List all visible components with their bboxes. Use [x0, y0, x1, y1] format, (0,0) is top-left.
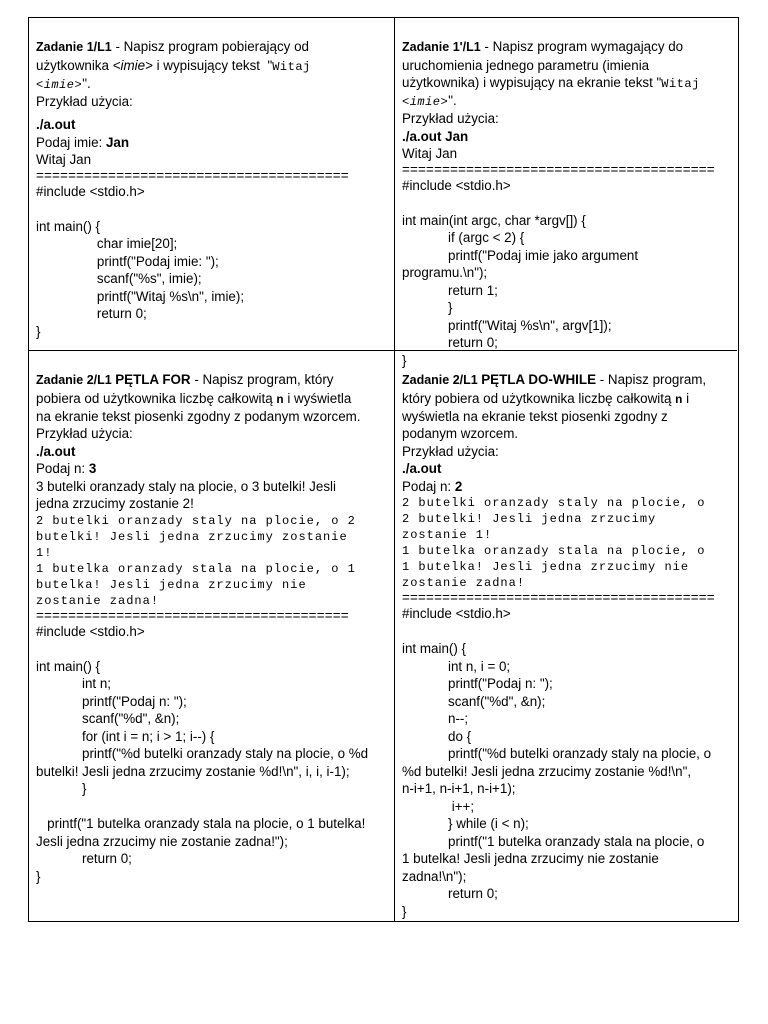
code-line: #include <stdio.h>: [402, 177, 511, 193]
task-1b-desc-line: [402, 74, 731, 92]
desc-text: i wyświetla: [283, 390, 352, 406]
code-line: printf("Witaj %s\n", argv[1]);: [448, 317, 612, 333]
desc-italic: <imie>: [112, 57, 153, 73]
code-line: if (argc < 2) {: [448, 230, 525, 245]
inline-code: n: [675, 392, 683, 407]
task-2b-title: Zadanie 2/L1: [402, 373, 482, 387]
separator: =======================================: [36, 167, 349, 183]
code-line: } while (i < n);: [448, 816, 529, 831]
dash: -: [111, 39, 124, 54]
usage-output-mono: 2 butelki oranzady staly na plocie, o 2 butelki! Jesli jedna zrzucimy zostanie 1!: [402, 496, 706, 542]
usage-output: Witaj Jan: [402, 146, 458, 161]
code-line: Jesli jedna zrzucimy nie zostanie zadna!");: [36, 833, 288, 849]
code-line: 1 butelka! Jesli jedna zrzucimy nie zostanie: [402, 851, 659, 866]
task-1-desc-line: [36, 57, 388, 75]
desc-text: użytkownika) i wypisujący na ekranie tekst ": [402, 75, 662, 90]
code-line: printf("1 butelka oranzady stala na plocie, o: [448, 833, 705, 849]
code-line: }: [402, 352, 407, 368]
usage-prompt: [402, 478, 731, 496]
inline-code: n: [276, 392, 284, 407]
usage-output: 3 butelki oranzady staly na plocie, o 3 butelki! Jesli: [36, 478, 336, 494]
code-line: scanf("%d", &n);: [448, 693, 546, 709]
task-2-desc: Napisz program, który: [202, 372, 334, 387]
prompt-input: Jan: [105, 134, 130, 150]
code-line: printf("Podaj imie jako argument: [448, 247, 639, 263]
usage-label: Przykład użycia:: [36, 93, 133, 109]
code-line: scanf("%d", &n);: [82, 711, 180, 726]
code-line: scanf("%s", imie);: [82, 271, 202, 286]
code-line: }: [82, 781, 87, 796]
usage-label: Przykład użycia:: [36, 426, 133, 441]
task-2b-desc-line: wyświetla na ekranie tekst piosenki zgodny z: [402, 408, 668, 424]
inline-code: <imie>: [36, 77, 83, 92]
task-2-subtitle: PĘTLA FOR: [115, 372, 191, 387]
task-2b-desc-line: [402, 390, 731, 408]
task-1-cell: [29, 18, 395, 351]
task-1b-title: Zadanie 1'/L1: [402, 40, 481, 54]
task-1b-desc-line: [402, 92, 731, 110]
usage-command: ./a.out: [36, 117, 76, 132]
task-1-desc-line: [36, 75, 388, 93]
code-line: %d butelki! Jesli jedna zrzucimy zostanie %d!\n",: [402, 763, 692, 779]
task-1-title: Zadanie 1/L1: [36, 40, 112, 54]
task-2b-desc: Napisz program,: [607, 372, 707, 387]
task-1-desc: Napisz program pobierający od: [123, 39, 309, 54]
desc-text: użytkownika: [36, 57, 113, 73]
desc-text: ".: [82, 75, 91, 91]
prompt-text: Podaj n:: [36, 461, 89, 476]
code-line: printf("Witaj %s\n", imie);: [82, 288, 245, 304]
task-1b-desc: Napisz program wymagający do: [492, 39, 684, 54]
code-line: butelki! Jesli jedna zrzucimy zostanie %d!\n", i, i, i-1);: [36, 763, 350, 779]
code-line: }: [448, 300, 453, 315]
code-line: do {: [448, 728, 472, 744]
task-2-header: [36, 371, 388, 390]
code-line: #include <stdio.h>: [36, 623, 145, 639]
usage-output: Witaj Jan: [36, 152, 92, 167]
code-line: printf("%d butelki oranzady staly na plocie, o: [448, 746, 712, 761]
desc-text: i wypisujący tekst ": [152, 57, 273, 73]
code-line: for (int i = n; i > 1; i--) {: [82, 728, 215, 744]
usage-command: ./a.out Jan: [402, 128, 469, 144]
task-2b-cell: [395, 351, 737, 921]
dash: -: [190, 372, 203, 387]
task-1b-cell: [395, 18, 737, 368]
task-2-title: Zadanie 2/L1: [36, 373, 116, 387]
task-2b-desc-line: podanym wzorcem.: [402, 426, 519, 441]
usage-label: Przykład użycia:: [402, 443, 499, 459]
dash: -: [596, 372, 608, 387]
usage-output-mono: 1 butelka oranzady stala na plocie, o 1 butelka! Jesli jedna zrzucimy nie zostanie zadna!: [402, 544, 706, 590]
code-line: printf("Podaj imie: ");: [82, 253, 219, 269]
separator: =======================================: [402, 161, 715, 177]
code-line: return 0;: [82, 851, 132, 866]
desc-text: pobiera od użytkownika liczbę całkowitą: [36, 390, 277, 406]
code-line: return 1;: [448, 282, 498, 298]
usage-output-mono: 2 butelki oranzady staly na plocie, o 2 butelki! Jesli jedna zrzucimy zostanie 1!: [36, 513, 356, 560]
task-1b-header: [402, 38, 731, 57]
usage-prompt: [36, 460, 388, 478]
usage-prompt: [36, 134, 388, 152]
prompt-text: Podaj imie:: [36, 134, 106, 150]
code-line: printf("1 butelka oranzady stala na plocie, o 1 butelka!: [36, 816, 366, 831]
task-2b-subtitle: PĘTLA DO-WHILE: [481, 372, 597, 387]
code-line: printf("Podaj n: ");: [82, 693, 187, 709]
prompt-text: Podaj n:: [402, 478, 455, 494]
desc-text: który pobiera od użytkownika liczbę całkowitą: [402, 390, 676, 406]
code-line: zadna!\n");: [402, 868, 467, 884]
inline-code: Witaj: [661, 77, 700, 91]
task-1b-desc-line: uruchomienia jednego parametru (imienia: [402, 57, 650, 73]
code-line: int main() {: [402, 641, 466, 656]
code-line: }: [402, 903, 407, 919]
prompt-input: 2: [454, 478, 463, 494]
code-line: int n, i = 0;: [448, 658, 511, 674]
code-line: printf("Podaj n: ");: [448, 676, 553, 691]
code-line: }: [36, 323, 41, 339]
code-line: int n;: [82, 676, 112, 691]
code-line: char imie[20];: [82, 236, 178, 251]
code-line: #include <stdio.h>: [36, 183, 145, 199]
dash: -: [480, 39, 493, 54]
usage-output: jedna zrzucimy zostanie 2!: [36, 496, 194, 511]
code-line: int main() {: [36, 218, 100, 234]
code-line: printf("%d butelki oranzady staly na plocie, o %d: [82, 746, 369, 761]
code-line: programu.\n");: [402, 265, 488, 280]
desc-text: i: [682, 390, 690, 406]
code-line: return 0;: [82, 306, 147, 321]
code-line: return 0;: [448, 886, 498, 901]
prompt-input: 3: [88, 461, 97, 476]
code-line: int main() {: [36, 658, 100, 674]
code-line: n-i+1, n-i+1, n-i+1);: [402, 781, 516, 796]
task-1-header: [36, 38, 388, 57]
task-2-cell: [29, 351, 395, 921]
code-line: return 0;: [448, 335, 498, 350]
separator: =======================================: [36, 607, 349, 623]
usage-command: ./a.out: [402, 461, 442, 476]
desc-text: ".: [448, 93, 457, 108]
usage-output-mono: 1 butelka oranzady stala na plocie, o 1 butelka! Jesli jedna zrzucimy nie zostanie zadna!: [36, 561, 356, 608]
task-2-desc-line: na ekranie tekst piosenki zgodny z podanym wzorcem.: [36, 408, 361, 424]
task-table: [28, 17, 739, 922]
usage-command: ./a.out: [36, 443, 76, 459]
code-line: n--;: [448, 711, 469, 726]
task-2b-header: [402, 371, 731, 390]
code-line: #include <stdio.h>: [402, 606, 511, 621]
inline-code: Witaj: [272, 59, 311, 74]
code-line: }: [36, 868, 41, 884]
code-line: int main(int argc, char *argv[]) {: [402, 212, 586, 228]
task-2-desc-line: [36, 390, 388, 408]
usage-label: Przykład użycia:: [402, 111, 499, 126]
separator: =======================================: [402, 590, 715, 605]
inline-code: <imie>: [402, 95, 449, 109]
code-line: i++;: [448, 798, 475, 814]
